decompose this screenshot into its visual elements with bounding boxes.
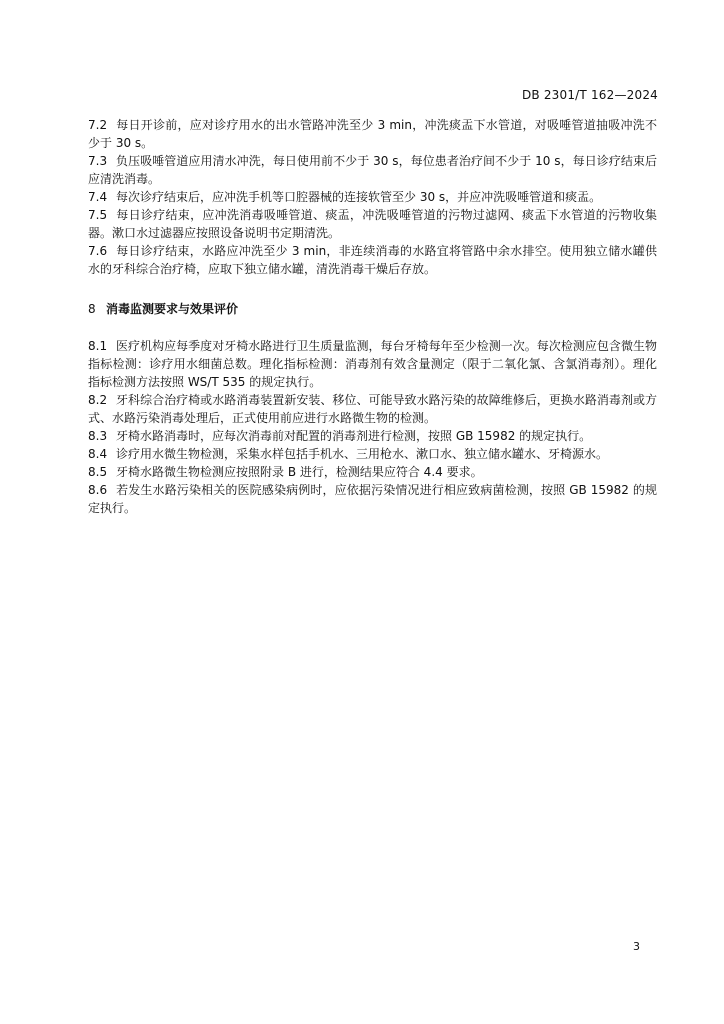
clause-number: 7.5 (88, 208, 108, 222)
clause-8-3 (88, 427, 657, 445)
clause-number: 7.3 (88, 154, 108, 168)
clause-number: 7.6 (88, 244, 108, 258)
page-number: 3 (633, 940, 640, 953)
clause-text: 诊疗用水微生物检测，采集水样包括手机水、三用枪水、漱口水、独立储水罐水、牙椅源水。 (116, 447, 609, 461)
clause-text: 医疗机构应每季度对牙椅水路进行卫生质量监测，每台牙椅每年至少检测一次。每次检测应包含微生物指标检测：诊疗用水细菌总数。理化指标检测：消毒剂有效含量测定（限于二氧化氯、含氯消毒剂）。理化指标检测方法按照 WS/T 535 的规定执行。 (88, 339, 657, 389)
clause-8-2 (88, 391, 657, 427)
clause-8-6 (88, 481, 657, 517)
document-code-header: DB 2301/T 162—2024 (521, 88, 658, 102)
clause-8-1 (88, 337, 657, 391)
clause-text: 每日诊疗结束，应冲洗消毒吸唾管道、痰盂，冲洗吸唾管道的污物过滤网、痰盂下水管道的污物收集器。漱口水过滤器应按照设备说明书定期清洗。 (88, 208, 657, 240)
clause-number: 7.2 (88, 118, 108, 132)
clause-number: 8.4 (88, 447, 108, 461)
clause-number: 8.5 (88, 465, 108, 479)
clause-number: 7.4 (88, 190, 108, 204)
clause-8-4 (88, 445, 657, 463)
clause-7-5 (88, 206, 657, 242)
clause-text: 每次诊疗结束后，应冲洗手机等口腔器械的连接软管至少 30 s，并应冲洗吸唾管道和痰盂。 (116, 190, 602, 204)
clause-text: 牙椅水路微生物检测应按照附录 B 进行，检测结果应符合 4.4 要求。 (116, 465, 483, 479)
clause-7-4 (88, 188, 657, 206)
clause-7-3 (88, 152, 657, 188)
section-title: 消毒监测要求与效果评价 (106, 302, 239, 316)
clause-number: 8.2 (88, 393, 108, 407)
clause-text: 负压吸唾管道应用清水冲洗，每日使用前不少于 30 s，每位患者治疗间不少于 10 s，每日诊疗结束后应清洗消毒。 (88, 154, 657, 186)
clause-number: 8.1 (88, 339, 108, 353)
clause-number: 8.6 (88, 483, 108, 497)
section-8-heading (88, 300, 657, 318)
section-number: 8 (88, 302, 96, 316)
clause-7-2 (88, 116, 657, 152)
clause-text: 每日开诊前，应对诊疗用水的出水管路冲洗至少 3 min，冲洗痰盂下水管道，对吸唾管道抽吸冲洗不少于 30 s。 (88, 118, 657, 150)
clause-text: 牙椅水路消毒时，应每次消毒前对配置的消毒剂进行检测，按照 GB 15982 的规定执行。 (116, 429, 592, 443)
clause-text: 每日诊疗结束，水路应冲洗至少 3 min，非连续消毒的水路宜将管路中余水排空。使用独立储水罐供水的牙科综合治疗椅，应取下独立储水罐，清洗消毒干燥后存放。 (88, 244, 657, 276)
clause-7-6 (88, 242, 657, 278)
clause-text: 若发生水路污染相关的医院感染病例时，应依据污染情况进行相应致病菌检测，按照 GB 15982 的规定执行。 (88, 483, 657, 515)
clause-number: 8.3 (88, 429, 108, 443)
clause-8-5 (88, 463, 657, 481)
clause-text: 牙科综合治疗椅或水路消毒装置新安装、移位、可能导致水路污染的故障维修后，更换水路消毒剂或方式、水路污染消毒处理后，正式使用前应进行水路微生物的检测。 (88, 393, 657, 425)
document-body (88, 116, 657, 517)
